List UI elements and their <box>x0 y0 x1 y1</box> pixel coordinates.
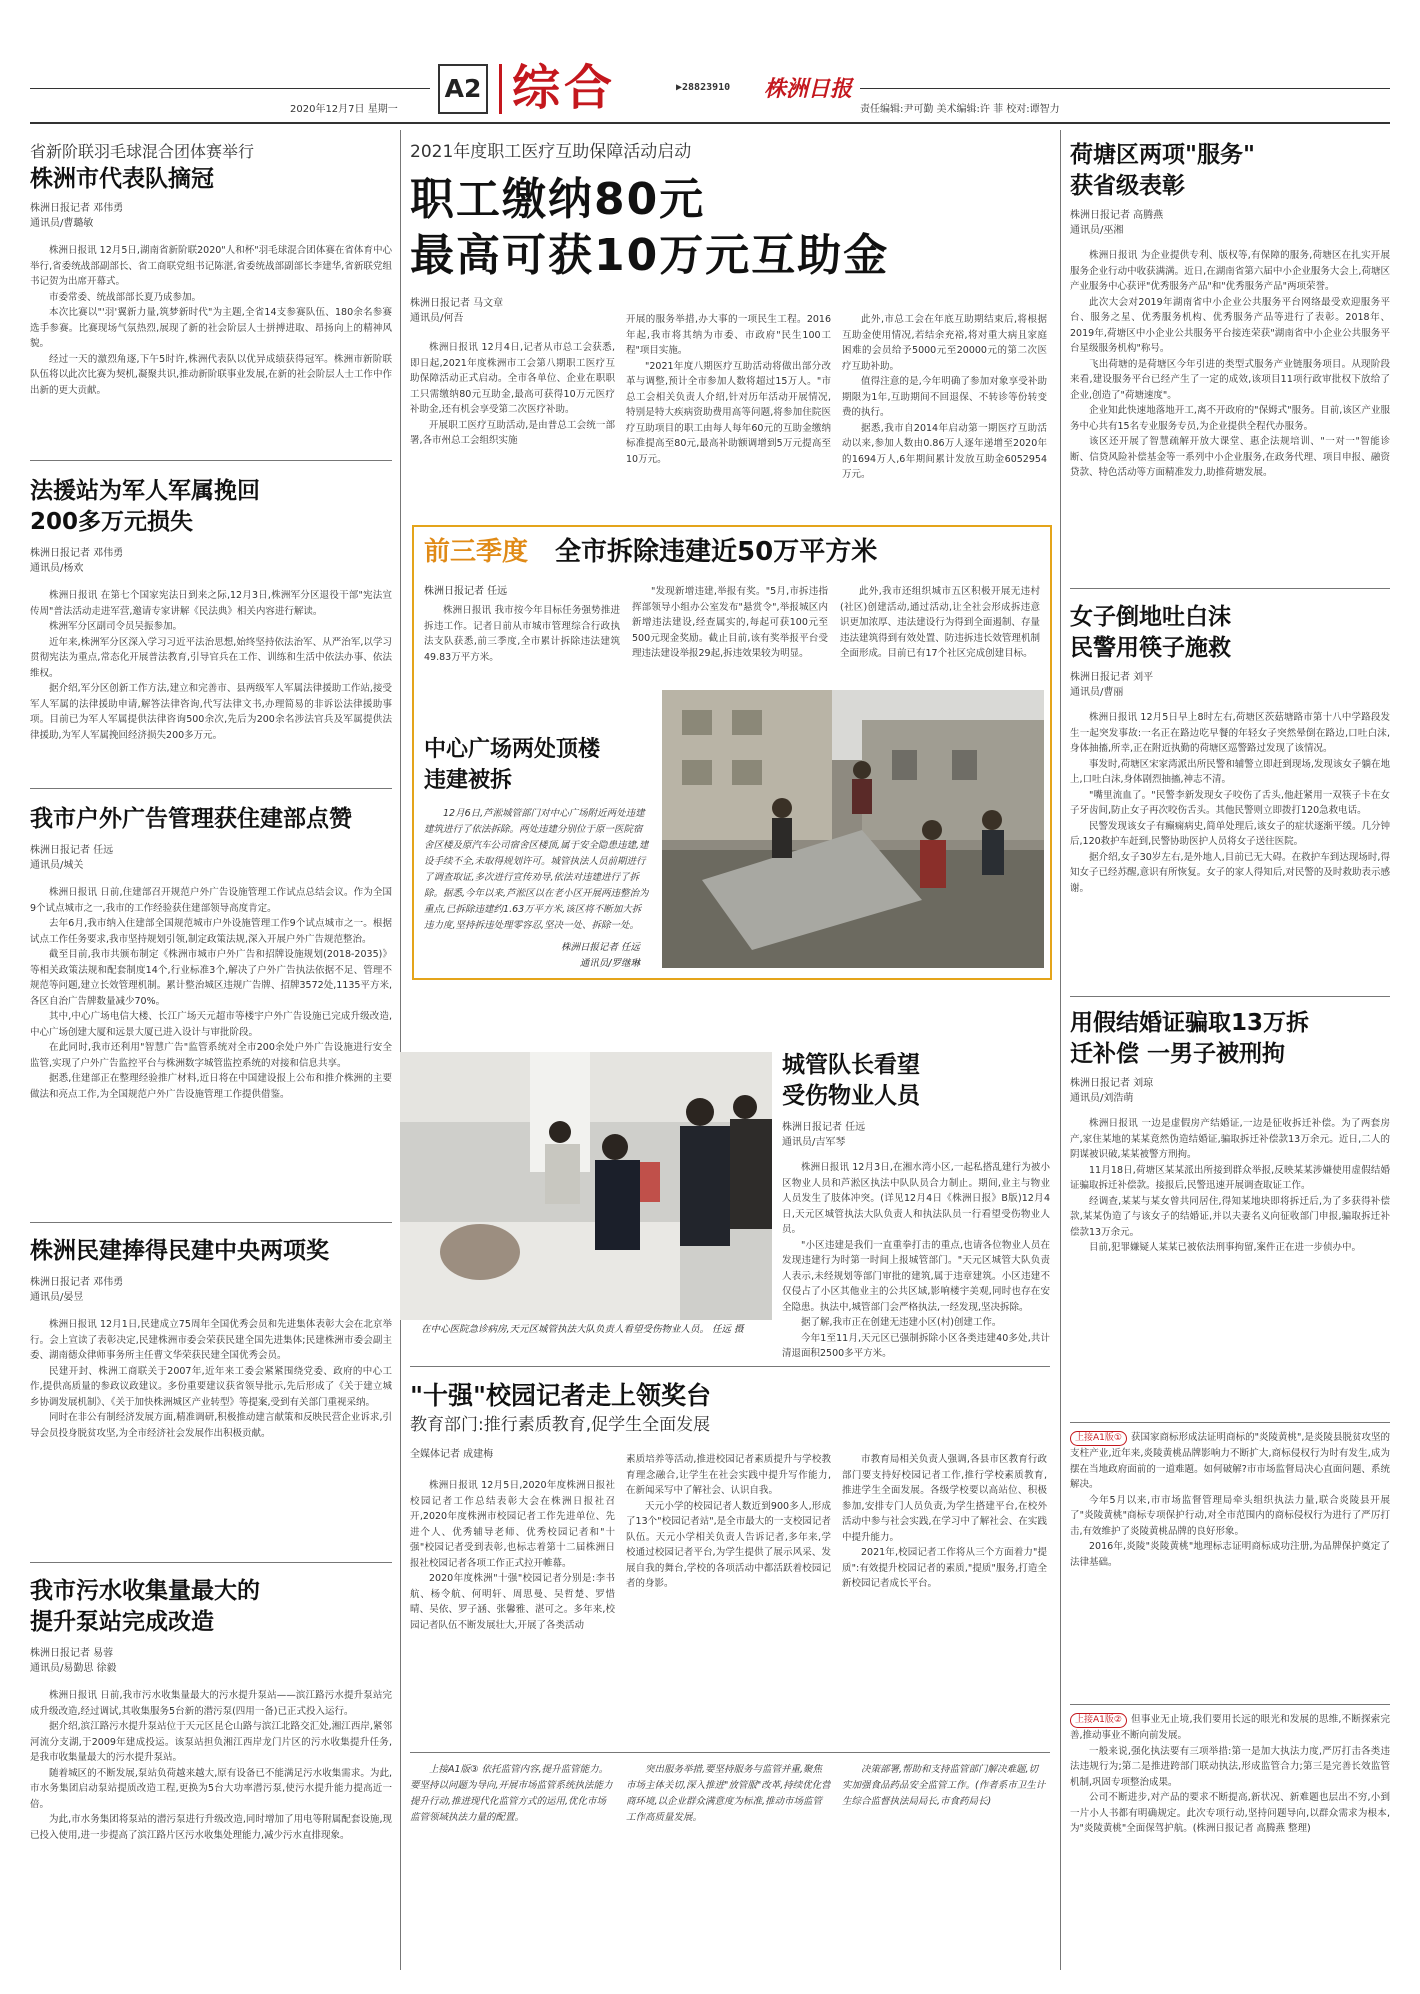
rooftop-demolition-image <box>662 690 1044 968</box>
hospital-visit-image <box>400 1052 772 1320</box>
paragraph: 株洲日报讯 12月5日,2020年度株洲日报社校园记者工作总结表彰大会在株洲日报社召开,2020年度株洲市校园记者工作先进单位、先进个人、优秀辅导老师、优秀校园记者和"十强"校园记者受到表彰,也标志着第十二届株洲日报社校园记者各项工作正式拉开帷幕。 <box>410 1480 615 1569</box>
article-legal-aid <box>30 476 392 794</box>
lead-title-line-2: 最高可获10万元互助金 <box>410 230 890 281</box>
divider <box>30 788 392 789</box>
paragraph: 事发时,荷塘区宋家湾派出所民警和辅警立即赶到现场,发现该女子躺在地上,口吐白沫,身体剧烈抽搐,神志不清。 <box>1070 758 1390 785</box>
paragraph: "嘴里流血了。"民警李新发现女子咬伤了舌头,他赶紧用一双筷子卡在女子牙齿间,防止女子再次咬伤舌头。其他民警则立即拨打120急救电话。 <box>1070 789 1390 816</box>
paragraph: 株洲军分区副司令员吴振参加。 <box>49 621 183 632</box>
subarticle-byline: 株洲日报记者 任远 通讯员/罗继琳 <box>560 942 640 969</box>
article-police-rescue <box>1070 602 1390 1010</box>
byline: 株洲日报记者 邓伟勇 <box>30 1277 124 1288</box>
divider <box>1070 588 1390 589</box>
paragraph: 民警发现该女子有癫痫病史,简单处理后,该女子的症状逐渐平缓。几分钟后,120救护车赶到,民警协助医护人员将女子送往医院。 <box>1070 820 1390 847</box>
article-visit <box>782 1050 1050 1400</box>
paragraph: 决策部署,帮助和支持监管部门解决难题,切实加强食品药品安全监管工作。(作者系市卫生计生综合监督执法局局长,市食药局长) <box>842 1764 1046 1807</box>
column-divider <box>400 130 401 1970</box>
demolition-col-2 <box>632 584 828 684</box>
paragraph: 截至目前,我市共颁布制定《株洲市城市户外广告和招牌设施规划(2018-2035)》等相关政策法规和配套制度14个,行业标准3个,解决了户外广告执法依据不足、管理不规范等问题,建立长效管理机制。累计整治城区违规广告牌、招牌3572处,1135平方米,各区自治广告牌数量减少70%。 <box>30 949 392 1007</box>
page-number: A2 <box>438 64 488 114</box>
demolition-byline: 株洲日报记者 任远 <box>424 586 508 597</box>
byline: 株洲日报记者 任远 <box>782 1122 866 1133</box>
article-title: 株洲市代表队摘冠 <box>30 166 214 192</box>
article-body <box>782 1160 1050 1400</box>
paragraph: 据介绍,滨江路污水提升泵站位于天元区昆仑山路与滨江北路交汇处,湘江西岸,紧邻河流分支湖,于2009年建成投运。该泵站担负湘江西岸龙门片区的污水收集提升任务,是我市收集量最大的污水提升泵站。 <box>30 1721 392 1763</box>
paragraph: 此外,市总工会在年底互助期结束后,将根据互助金使用情况,若结余充裕,将对重大病且家庭困难的会员给予5000元至20000元的第二次医疗互助补助。 <box>842 314 1047 372</box>
paragraph: 市委常委、统战部部长夏乃成参加。 <box>49 291 202 303</box>
paragraph: 株洲日报讯 在第七个国家宪法日到来之际,12月3日,株洲军分区退役干部"宪法宣传周"普法活动走进军营,邀请专家讲解《民法典》相关内容进行解读。 <box>30 590 392 617</box>
byline: 株洲日报记者 马文章 <box>410 298 504 309</box>
demolition-col-3 <box>840 584 1040 684</box>
continuation-col-2 <box>626 1762 831 1912</box>
article-body <box>1070 710 1390 1010</box>
paragraph: 上接A1版③ 依托监管内容,提升监管能力。要坚持以问题为导向,开展市场监管系统执法能力提升行动,推进现代化监管方式的运用,优化市场监管领域执法力量的配置。 <box>410 1764 613 1823</box>
article-body <box>30 1688 392 1994</box>
paragraph: 株洲日报讯 12月5日,湖南省新阶联2020"人和杯"羽毛球混合团体赛在省体育中心举行,省委统战部副部长、省工商联党组书记陈湛,省委统战部副部长李建华,省新联党组书记贺为出席开幕式。 <box>30 245 392 287</box>
right-column <box>1070 140 1390 1834</box>
date-line: 2020年12月7日 星期一 <box>290 104 398 115</box>
paragraph: 值得注意的是,今年明确了参加对象享受补助期限为1年,互助期间不回退保、不转诊等份转变费的执行。 <box>842 376 1047 418</box>
paragraph: "小区违建是我们一直重拳打击的重点,也请各位物业人员在发现违建行为时第一时间上报城管部门。"天元区城管大队负责人表示,未经规划等部门审批的建筑,属于违章建筑。小区违建不仅侵占了小区其他业主的公共区域,影响楼宇美观,同时也存在安全隐患。执法中,城管部门会严格执法,一经发现,坚决拆除。 <box>782 1239 1050 1313</box>
article-title: 用假结婚证骗取13万拆 迁补偿 一男子被刑拘 <box>1070 1010 1310 1067</box>
paragraph: 素质培养等活动,推进校园记者素质提升与学校教育理念融合,让学生在社会实践中提升写作能力,在新闻采写中了解社会、认识自我。 <box>626 1454 831 1496</box>
demolition-header <box>424 532 1044 572</box>
paragraph: 目前,犯罪嫌疑人某某已被依法刑事拘留,案件正在进一步侦办中。 <box>1089 1242 1362 1253</box>
byline: 株洲日报记者 刘平 <box>1070 672 1154 683</box>
divider <box>30 1562 392 1563</box>
paragraph: 突出服务举措,要坚持服务与监管并重,聚焦市场主体关切,深入推进"放管服"改革,持续优化营商环境,以企业群众满意度为标准,推动市场监管工作高质量发展。 <box>626 1764 831 1823</box>
paragraph: 株洲日报讯 日前,住建部召开规范户外广告设施管理工作试点总结会议。作为全国9个试点城市之一,我市的工作经验获住建部领导高度肯定。 <box>30 887 392 914</box>
article-title: 城管队长看望 受伤物业人员 <box>782 1052 920 1109</box>
paragraph: 该区还开展了智慧疏解开放大课堂、惠企法规培训、"一对一"智能诊断、信贷风险补偿基金等一系列中小企业服务,在政务代理、项目申报、融资贷款、特色活动等方面精准发力,助推荷塘发展。 <box>1070 436 1390 478</box>
paragraph: 株洲日报讯 一边是虚假房产结婚证,一边是征收拆迁补偿。为了两套房产,家住某地的某某竟然伪造结婚证,骗取拆迁补偿款13万余元。近日,二人的阴谋被识破,某某被警方刑拘。 <box>1070 1118 1390 1160</box>
byline: 通讯员/刘浩萌 <box>1070 1093 1134 1104</box>
feature-label: 前三季度 <box>424 537 529 567</box>
lead-kicker: 2021年度职工医疗互助保障活动启动 <box>410 142 692 162</box>
lead-col-1 <box>410 340 615 486</box>
paragraph: 株洲日报讯 我市按今年目标任务强势推进拆违工作。记者日前从市城市管理综合行政执法支队获悉,前三季度,全市累计拆除违法建筑49.83万平方米。 <box>424 605 620 663</box>
demolition-col-1 <box>424 603 620 683</box>
header-top-rule <box>30 88 430 89</box>
paragraph: 株洲日报讯 12月3日,在湘水湾小区,一起私搭乱建行为被小区物业人员和芦淞区执法中队队员合力制止。期间,业主与物业人员发生了肢体冲突。(详见12月4日《株洲日报》B版)12月4日,天元区城管执法大队负责人和执法队员一行看望受伤物业人员。 <box>782 1162 1050 1235</box>
byline: 株洲日报记者 刘琼 <box>1070 1078 1154 1089</box>
paragraph: 民建开封、株洲工商联关于2007年,近年来工委会紧紧围绕党委、政府的中心工作,提供高质量的参政议政建议。多份重要建议获省领导批示,先后形成了《关于建立城乡协调发展机制》、《关于加快株洲城区产业转型》等提案,受到有关部门重视采纳。 <box>30 1365 392 1408</box>
paragraph <box>1070 1430 1390 1493</box>
campus-col-3 <box>842 1452 1047 1698</box>
editors-line: 责任编辑:尹可勤 美术编辑:许 菲 校对:谭智力 <box>860 104 1060 115</box>
photo-hospital-visit <box>400 1052 772 1320</box>
left-column <box>30 140 392 1841</box>
paragraph: "发现新增违建,举报有奖。"5月,市拆违指挥部领导小组办公室发布"悬赏令",举报城区内新增违法建设,经查属实的,每起可获100元至500元现金奖励。截止目前,该有奖举报平台受理违法建设举报29起,拆违效果较为明显。 <box>632 586 828 659</box>
article-title: 女子倒地吐白沫 民警用筷子施救 <box>1070 604 1231 661</box>
paragraph: 株洲日报讯 12月4日,记者从市总工会获悉,即日起,2021年度株洲市工会第八期职工医疗互助保障活动正式启动。全市各单位、企业在职职工只需缴纳80元互助金,最高可获得10万元医疗补助金,还有机会享受第二次医疗补助。 <box>410 342 615 415</box>
byline: 通讯员/吉军琴 <box>782 1137 846 1148</box>
byline: 株洲日报记者 高腾燕 <box>1070 210 1164 221</box>
paragraph: 据悉,我市自2014年启动第一期医疗互助活动以来,参加人数由0.86万人逐年递增至2020年的1694万人,6年期间累计发放互助金6052954万元。 <box>842 422 1047 480</box>
paragraph: 企业知此快速地落地开工,离不开政府的"保姆式"服务。目前,该区产业服务中心共有15名专业服务专员,为企业提供全程代办服务。 <box>1070 405 1390 432</box>
paragraph: 在此同时,我市还利用"智慧广告"监管系统对全市200余处户外广告设施进行安全监管,实现了户外广告监控平台与株洲数字城管监控系统的对接和信息共享。 <box>30 1042 392 1069</box>
article-body <box>30 588 392 794</box>
byline: 全媒体记者 成建梅 <box>410 1449 494 1460</box>
continued-badge: 上接A1版② <box>1070 1713 1127 1728</box>
article-fake-marriage <box>1070 1008 1390 1412</box>
paragraph: 今年1至11月,天元区已强制拆除小区各类违建40多处,共计清退面积2500多平方米。 <box>782 1332 1050 1359</box>
paragraph: 天元小学的校园记者人数近到900多人,形成了13个"校园记者站",是全市最大的一支校园记者队伍。天元小学相关负责人告诉记者,多年来,学校通过校园记者平台,为学生提供了展示风采、发展自我的舞台,学校的各项活动中都活跃着校园记者的身影。 <box>626 1500 831 1589</box>
article-kicker: 省新阶联羽毛球混合团体赛举行 <box>30 142 255 161</box>
continued-badge: 上接A1版① <box>1070 1431 1127 1446</box>
divider <box>410 1752 1050 1753</box>
paragraph: 为此,市水务集团将泵站的潜污泵进行升级改造,同时增加了用电等附属配套设施,现已投入使用,进一步提高了滨江路片区污水收集处理能力,减少污水直排现象。 <box>30 1814 392 1841</box>
article-sewage <box>30 1576 392 1994</box>
paragraph: 今年5月以来,市市场监督管理局牵头组织执法力量,联合炎陵县开展了"炎陵黄桃"商标专项保护行动,对全市范围内的商标侵权行为进行了严厉打击,有效维护了炎陵黄桃品牌的良好形象。 <box>1070 1494 1390 1537</box>
paragraph: 12月6日,芦淞城管部门对中心广场附近两处违建建筑进行了依法拆除。两处违建分别位于原一医院宿舍区楼及原汽车公司宿舍区楼顶,属于安全隐患违建,建设手续不全,未取得规划许可。城管执法人员前期进行了调查取证,多次进行宣传劝导,依法对违建进行了拆除。据悉,今年以来,芦淞区以在老小区开展两违整治为重点,已拆除违建约1.63万平方米,该区将不断加大拆违力度,坚持拆违处理零容忍,坚决一处、拆除一处。 <box>424 808 649 931</box>
paragraph: 株洲日报讯 12月5日早上8时左右,荷塘区茨菇塘路市第十八中学路段发生一起突发事故:一名正在路边吃早餐的年轻女子突然晕倒在路边,口吐白沫,身体抽搐,所幸,正在附近执勤的荷塘区巡警路过发现了该情况。 <box>1070 712 1390 754</box>
article-kicker: 教育部门:推行素质教育,促学生全面发展 <box>410 1415 711 1435</box>
paragraph: 2020年度株洲"十强"校园记者分别是:李书航、杨令航、何明轩、周思曼、吴哲楚、罗惜晴、吴依、罗子涵、张馨雅、湛可之。多年来,校园记者队伍不断发展壮大,开展了各类活动 <box>410 1573 615 1631</box>
paragraph <box>1070 1712 1390 1744</box>
campus-col-1 <box>410 1478 615 1698</box>
paragraph: 公司不断进步,对产品的要求不断提高,新状况、新难题也层出不穷,小到一片小人书都有明确规定。此次专项行动,坚持问题导向,以群众需求为根本,为"炎陵黄桃"全面保驾护航。(株洲日报记者 高腾燕 整理) <box>1070 1792 1390 1834</box>
divider <box>30 460 392 461</box>
section-bar <box>499 64 502 114</box>
byline: 通讯员/何吾 <box>410 313 464 324</box>
continuation-col-1 <box>410 1762 615 1912</box>
continuation-strip <box>410 1762 1050 1922</box>
section-title: 综合 <box>512 60 617 116</box>
lead-col-3 <box>842 312 1047 486</box>
divider <box>1070 1704 1390 1705</box>
byline: 通讯员/晏昱 <box>30 1292 84 1303</box>
article-body <box>30 885 392 1211</box>
paragraph: 据介绍,女子30岁左右,是外地人,目前已无大碍。在救护车到达现场时,得知女子已经苏醒,意识有所恢复。女子的家人得知后,对民警的及时救助表示感谢。 <box>1070 851 1390 894</box>
continuation-a1-2 <box>1070 1712 1390 1952</box>
paragraph: 2021年,校园记者工作将从三个方面着力"提质":有效提升校园记者的素质,"提质"服务,打造全新校园记者成长平台。 <box>842 1547 1047 1589</box>
paragraph: 其中,中心广场电信大楼、长江广场天元超市等楼宇户外广告设施已完成升级改造,中心广场创建大厦和远景大厦已进入设计与审批阶段。 <box>30 1011 392 1038</box>
article-outdoor-ads <box>30 804 392 1211</box>
lead-article <box>410 140 1050 480</box>
byline: 株洲日报记者 任远 <box>30 845 114 856</box>
paragraph: 经过一天的激烈角逐,下午5时许,株洲代表队以优异成绩获得冠军。株洲市新阶联队伍将以此次比赛为契机,凝聚共识,推动新阶联事业发展,在新的社会阶层人士工作中作出新的更大贡献。 <box>30 353 392 396</box>
paragraph: 去年6月,我市纳入住建部全国规范城市户外设施管理工作9个试点城市之一。根据试点工作任务要求,我市坚持规划引领,制定政策法规,深入开展户外广告规范整治。 <box>30 918 392 945</box>
newspaper-logo: 株洲日报 <box>764 76 853 102</box>
byline: 株洲日报记者 邓伟勇 <box>30 203 124 214</box>
paragraph: "2021年度八期医疗互助活动将做出部分改革与调整,预计全市参加人数将超过15万人。"市总工会相关负责人介绍,针对历年活动开展情况,特别是特大疾病资助费用高等问题,将参加住院医疗互助项目的职工由每人每年60元的互助金缴纳标准提高至80元,最高补助额调增到5万元提高至10万元。 <box>626 360 831 465</box>
paragraph: 开展的服务举措,办大事的一项民生工程。2016年起,我市将其纳为市委、市政府"民生100工程"项目实施。 <box>626 314 831 356</box>
lead-title-line-1: 职工缴纳80元 <box>410 174 706 225</box>
article-democratic-league <box>30 1236 392 1581</box>
paragraph: 经调查,某某与某女曾共同居住,得知某地块即将拆迁后,为了多获得补偿款,某某伪造了与该女子的结婚证,并以夫妻名义向征收部门申报,骗取拆迁补偿款13万余元。 <box>1070 1195 1390 1238</box>
column-divider <box>1060 130 1061 1970</box>
paragraph: 此外,我市还组织城市五区积极开展无违村(社区)创建活动,通过活动,让全社会形成拆违意识更加浓厚、违法建设行为得到全面遏制、存量违法建筑得到有效处置、防违拆违长效管理机制全面形成。目前已有17个社区完成创建目标。 <box>840 586 1040 659</box>
paragraph: 株洲日报讯 为企业提供专利、版权等,有保障的服务,荷塘区在扎实开展服务企业行动中收获满满。近日,在湖南省第六届中小企业服务大会上,荷塘区产业服务中心获评"优秀服务产品"和"优秀服务产品"两项荣誉。 <box>1070 250 1390 292</box>
paragraph: 市教育局相关负责人强调,各县市区教育行政部门要支持好校园记者工作,推行学校素质教育,推进学生全面发展。各级学校要以高站位、积极参加,安排专门人员负责,为学生搭建平台,在校外活动中参与社会实践,在学习中了解社会、在实践中提升能力。 <box>842 1454 1047 1543</box>
continuation-col-3 <box>842 1762 1047 1912</box>
subarticle-title: 中心广场两处顶楼 违建被拆 <box>424 737 601 793</box>
article-title: 株洲民建捧得民建中央两项奖 <box>30 1238 329 1264</box>
article-body <box>1070 248 1390 574</box>
header-right-rule <box>860 88 1390 89</box>
article-hetang-service <box>1070 140 1390 574</box>
subarticle-text <box>424 806 649 936</box>
article-title: 荷塘区两项"服务" 获省级表彰 <box>1070 142 1255 199</box>
hotline: ▶28823910 <box>676 82 731 93</box>
campus-col-2 <box>626 1452 831 1698</box>
paragraph: 株洲日报讯 日前,我市污水收集量最大的污水提升泵站——滨江路污水提升泵站完成升级改造,经过调试,其收集服务5台新的潜污泵(四用一备)已正式投入运行。 <box>30 1690 392 1717</box>
article-body <box>1070 1116 1390 1412</box>
byline: 通讯员/易勤思 徐毅 <box>30 1663 117 1674</box>
article-badminton <box>30 140 392 401</box>
article-title: 法援站为军人军属挽回 200多万元损失 <box>30 478 260 535</box>
byline: 通讯员/曹璐敏 <box>30 218 94 229</box>
paragraph: 飞出荷塘的是荷塘区今年引进的类型式服务产业链服务项目。从现阶段来看,建设服务平台已经产生了一定的成效,该项目11项行政审批权下放给了企业,创造了"荷塘速度"。 <box>1070 358 1390 401</box>
hospital-photo-caption: 在中心医院急诊病房,天元区城管执法大队负责人看望受伤物业人员。 任远 摄 <box>421 1324 744 1335</box>
divider <box>1070 1422 1390 1423</box>
byline: 通讯员/城关 <box>30 860 84 871</box>
feature-title: 全市拆除违建近50万平方米 <box>555 537 878 567</box>
paragraph: 开展职工医疗互助活动,是由普总工会统一部署,各市州总工会组织实施 <box>410 419 615 446</box>
paragraph-text: 获国家商标形成法证明商标的"炎陵黄桃",是炎陵县脱贫攻坚的支柱产业,近年来,炎陵黄桃品牌影响力不断扩大,商标侵权行为时有发生,成为摆在当地政府面前的一道难题。如何破解?市市场监督局决心直面问题、系统解决。 <box>1070 1432 1390 1490</box>
paragraph: 据了解,我市正在创建无违建小区(村)创建工作。 <box>801 1317 1002 1328</box>
paragraph: 本次比赛以"'羽'翼新力量,筑梦新时代"为主题,全省14支参赛队伍、180余名参赛选手参赛。比赛现场气氛热烈,展现了新的社会阶层人士拼搏进取、昂扬向上的精神风貌。 <box>30 307 392 349</box>
byline: 株洲日报记者 易蓉 <box>30 1648 114 1659</box>
continuation-a1-1 <box>1070 1430 1390 1696</box>
byline: 通讯员/曹丽 <box>1070 687 1124 698</box>
byline: 通讯员/巫湘 <box>1070 225 1124 236</box>
divider <box>30 1222 392 1223</box>
article-body <box>30 243 392 401</box>
paragraph: 随着城区的不断发展,泵站负荷越来越大,原有设备已不能满足污水收集需求。为此,市水务集团启动泵站提质改造工程,更换为5台大功率潜污泵,使污水提升能力提高近一倍。 <box>30 1767 392 1810</box>
paragraph: 一般来说,强化执法要有三项举措:第一是加大执法力度,严厉打击各类违法违规行为;第二是推进跨部门联动执法,形成监管合力;第三是完善长效监管机制,巩固专项整治成果。 <box>1070 1745 1390 1788</box>
article-title: 我市户外广告管理获住建部点赞 <box>30 806 352 832</box>
photo-rooftop-demolition <box>662 690 1044 968</box>
divider <box>410 1366 1050 1367</box>
paragraph: 此次大会对2019年湖南省中小企业公共服务平台网络最受欢迎服务平台、服务之星、优秀服务机构、优秀服务产品等进行了表彰。2018年、2019年,荷塘区中小企业公共服务平台接连荣获"湖南省中小企业公共服务平台星级服务机构"称号。 <box>1070 296 1390 354</box>
article-campus-reporters <box>410 1380 1050 1631</box>
paragraph: 据介绍,军分区创新工作方法,建立和完善市、县两级军人军属法律援助工作站,接受军人军属的法律援助申请,解答法律咨询,代写法律文书,办理简易的非诉讼法律援助事项。目前已为军人军属提供法律咨询500余次,先后为200余名涉法官兵及军属提供法律援助,为军人军属挽回经济损失200多万元。 <box>30 683 392 741</box>
byline: 通讯员/杨欢 <box>30 563 84 574</box>
byline: 株洲日报记者 邓伟勇 <box>30 548 124 559</box>
paragraph: 株洲日报讯 12月1日,民建成立75周年全国优秀会员和先进集体表彰大会在北京举行。会上宣读了表彰决定,民建株洲市委会荣获民建全国先进集体;民建株洲市委会副主委、湖南德众律师事务所主任曹文华荣获民建全国优秀会员。 <box>30 1319 392 1361</box>
paragraph: 据悉,住建部正在整理经验推广材料,近日将在中国建设报上公布和推介株洲的主要做法和亮点工作,为全国规范户外广告设施管理工作提供借鉴。 <box>30 1073 392 1100</box>
paragraph-text: 但事业无止境,我们要用长远的眼光和发展的思维,不断探索完善,推动事业不断向前发展。 <box>1070 1714 1390 1741</box>
paragraph: 同时在非公有制经济发展方面,精准调研,积极推动建言献策和反映民营企业诉求,引导会员投身脱贫攻坚,为全市经济社会发展作出积极贡献。 <box>30 1412 392 1439</box>
article-title: "十强"校园记者走上领奖台 <box>410 1381 712 1410</box>
article-body <box>30 1317 392 1581</box>
header-bottom-rule <box>30 122 1390 124</box>
article-title: 我市污水收集量最大的 提升泵站完成改造 <box>30 1578 260 1635</box>
paragraph: 11月18日,荷塘区某某派出所接到群众举报,反映某某涉嫌使用虚假结婚证骗取拆迁补偿款。接报后,民警迅速开展调查取证工作。 <box>1070 1164 1390 1191</box>
paragraph: 近年来,株洲军分区深入学习习近平法治思想,始终坚持依法治军、从严治军,以学习贯彻宪法为重点,常态化开展普法教育,引导官兵在工作、训练和生活中依法办事、依法维权。 <box>30 636 392 679</box>
lead-col-2 <box>626 312 831 486</box>
paragraph: 2016年,炎陵"炎陵黄桃"地理标志证明商标成功注册,为品牌保护奠定了法律基础。 <box>1070 1541 1390 1568</box>
divider <box>1070 996 1390 997</box>
